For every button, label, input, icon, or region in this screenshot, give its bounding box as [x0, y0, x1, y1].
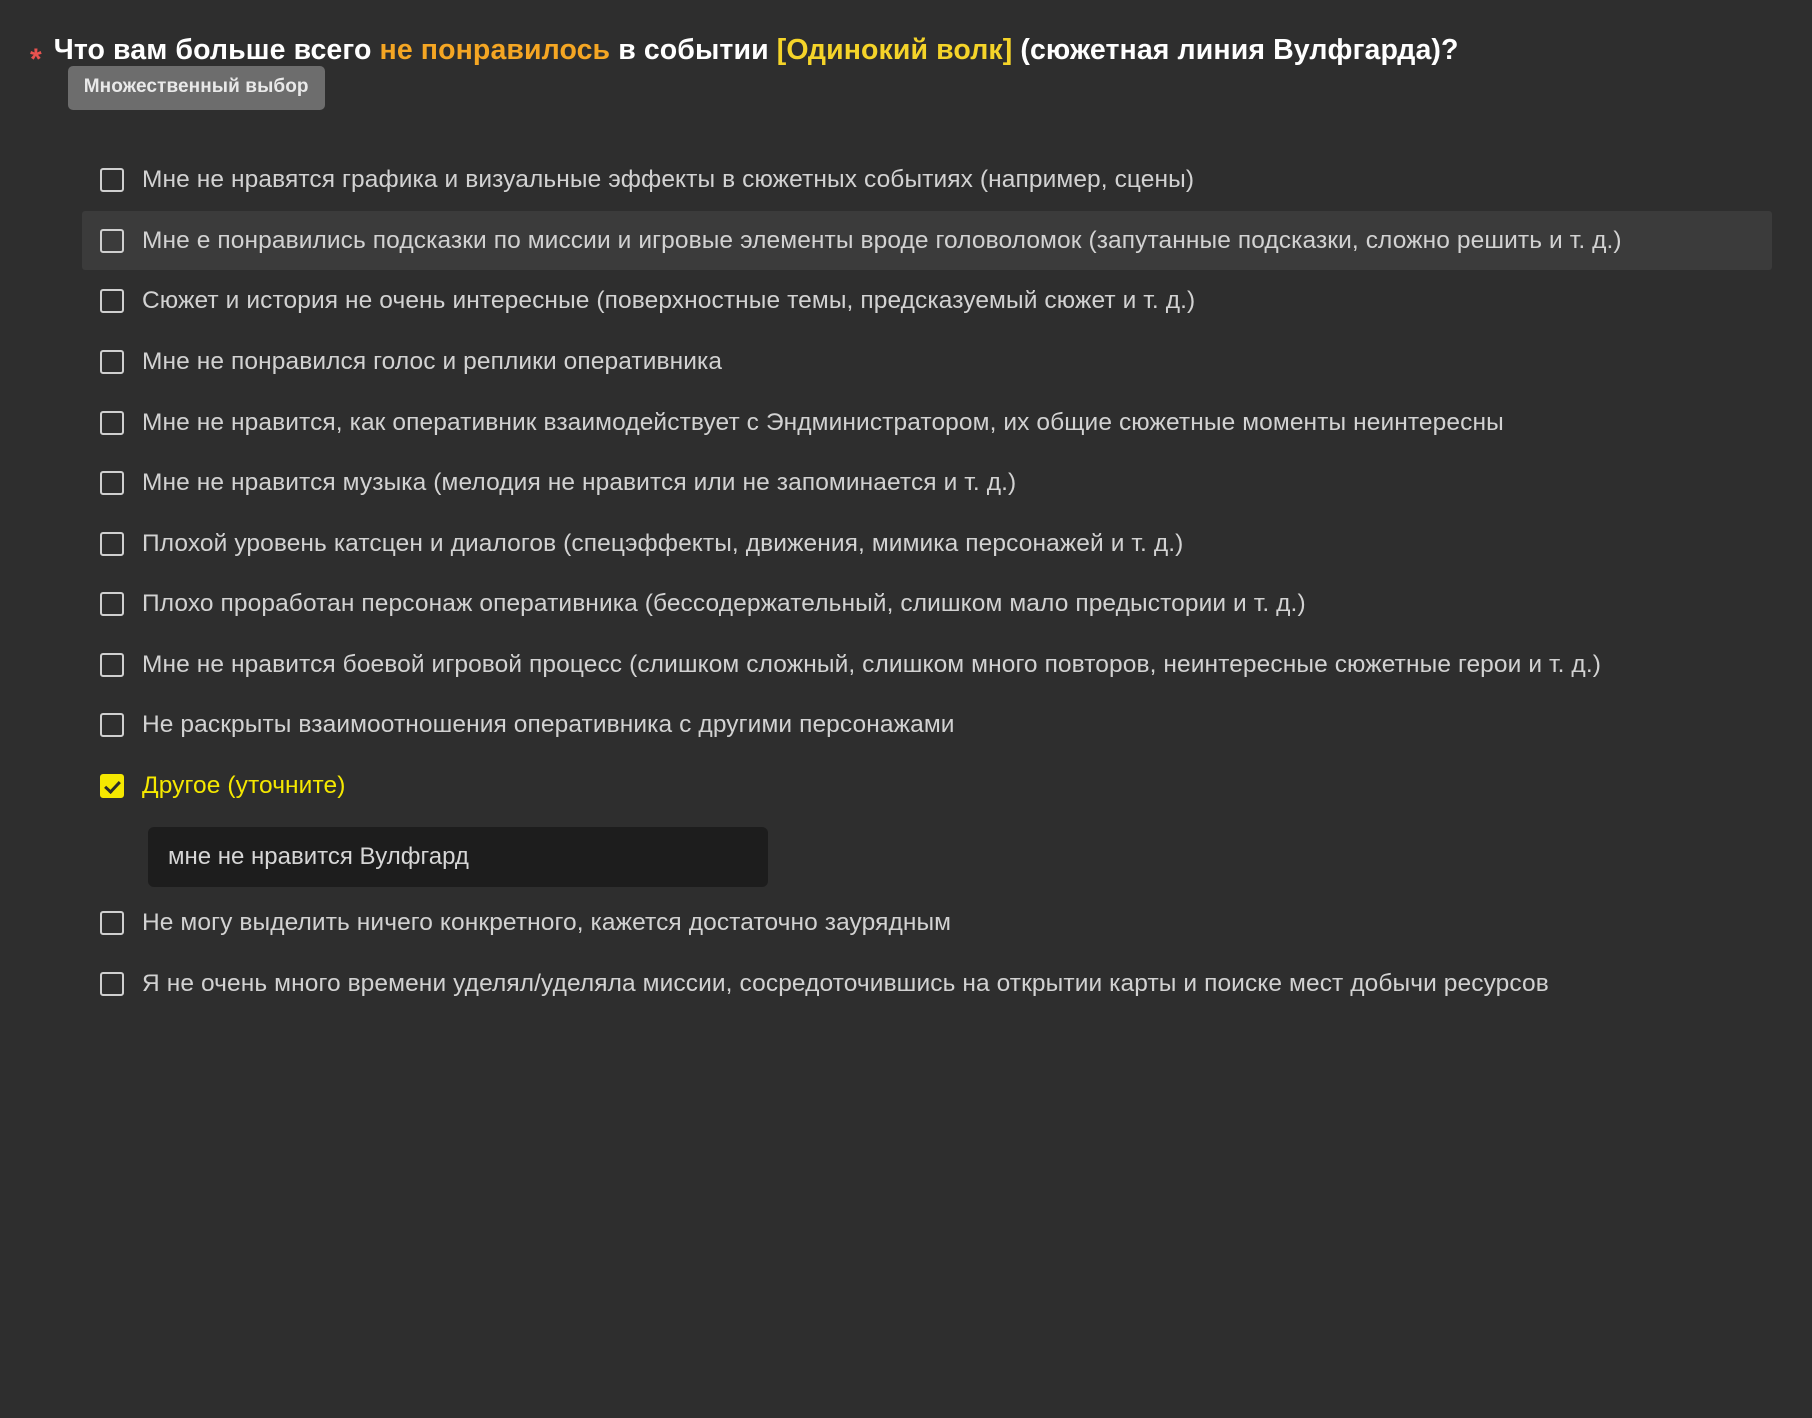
option-row-11[interactable]: [82, 893, 1772, 953]
checkbox-checked-icon[interactable]: [100, 774, 124, 798]
question-header: [30, 30, 1772, 114]
option-label: Не раскрыты взаимоотношения оперативника с другими персонажами: [142, 711, 955, 739]
option-label: Плохой уровень катсцен и диалогов (спецэффекты, движения, мимика персонажей и т. д.): [142, 529, 1184, 557]
checkbox-icon[interactable]: [100, 350, 124, 374]
option-label: Мне не нравится боевой игровой процесс (слишком сложный, слишком много повторов, неинтересные сюжетные герои и т. д.): [142, 650, 1601, 678]
option-row-1[interactable]: [82, 211, 1772, 271]
question-title: [54, 30, 1704, 114]
checkbox-icon[interactable]: [100, 713, 124, 737]
question-text-part-2: в событии: [610, 34, 777, 66]
option-label: Мне не нравятся графика и визуальные эффекты в сюжетных событиях (например, сцены): [142, 166, 1195, 194]
checkbox-icon[interactable]: [100, 532, 124, 556]
option-label: Мне е понравились подсказки по миссии и игровые элементы вроде головоломок (запутанные подсказки, сложно решить и т. д.): [142, 226, 1622, 254]
other-specify-input[interactable]: [148, 827, 768, 887]
option-label: Мне не понравился голос и реплики оперативника: [142, 347, 723, 375]
option-label: Другое (уточните): [142, 771, 346, 799]
option-row-2[interactable]: [82, 271, 1772, 331]
checkbox-icon[interactable]: [100, 168, 124, 192]
option-row-0[interactable]: [82, 150, 1772, 210]
option-row-9[interactable]: [82, 695, 1772, 755]
option-row-3[interactable]: [82, 332, 1772, 392]
checkbox-icon[interactable]: [100, 653, 124, 677]
required-asterisk: *: [30, 43, 42, 76]
option-row-8[interactable]: [82, 635, 1772, 695]
question-highlight-dislike: не понравилось: [379, 34, 611, 66]
question-text-part-3: (сюжетная линия Вулфгарда)?: [1012, 34, 1459, 66]
option-row-6[interactable]: [82, 514, 1772, 574]
option-row-4[interactable]: [82, 393, 1772, 453]
question-highlight-event-name: [Одинокий волк]: [776, 34, 1013, 66]
other-input-container: [100, 827, 1772, 887]
multiple-choice-badge: Множественный выбор: [68, 66, 325, 110]
options-list: [30, 150, 1772, 1013]
option-row-7[interactable]: [82, 574, 1772, 634]
option-label: Мне не нравится, как оперативник взаимодействует с Эндминистратором, их общие сюжетные моменты неинтересны: [142, 408, 1504, 436]
option-row-5[interactable]: [82, 453, 1772, 513]
checkbox-icon[interactable]: [100, 411, 124, 435]
checkbox-icon[interactable]: [100, 972, 124, 996]
checkbox-icon[interactable]: [100, 471, 124, 495]
option-label: Не могу выделить ничего конкретного, кажется достаточно заурядным: [142, 909, 952, 937]
checkbox-icon[interactable]: [100, 229, 124, 253]
question-text-part-1: Что вам больше всего: [53, 34, 380, 66]
option-label: Я не очень много времени уделял/уделяла миссии, сосредоточившись на открытии карты и поиске мест добычи ресурсов: [142, 969, 1549, 997]
option-row-other[interactable]: [82, 756, 1772, 816]
checkbox-icon[interactable]: [100, 289, 124, 313]
checkbox-icon[interactable]: [100, 911, 124, 935]
option-label: Мне не нравится музыка (мелодия не нравится или не запоминается и т. д.): [142, 469, 1017, 497]
option-label: Плохо проработан персонаж оперативника (бессодержательный, слишком мало предыстории и т. д.): [142, 590, 1306, 618]
option-row-12[interactable]: [82, 954, 1772, 1014]
option-label: Сюжет и история не очень интересные (поверхностные темы, предсказуемый сюжет и т. д.): [142, 287, 1196, 315]
checkbox-icon[interactable]: [100, 592, 124, 616]
